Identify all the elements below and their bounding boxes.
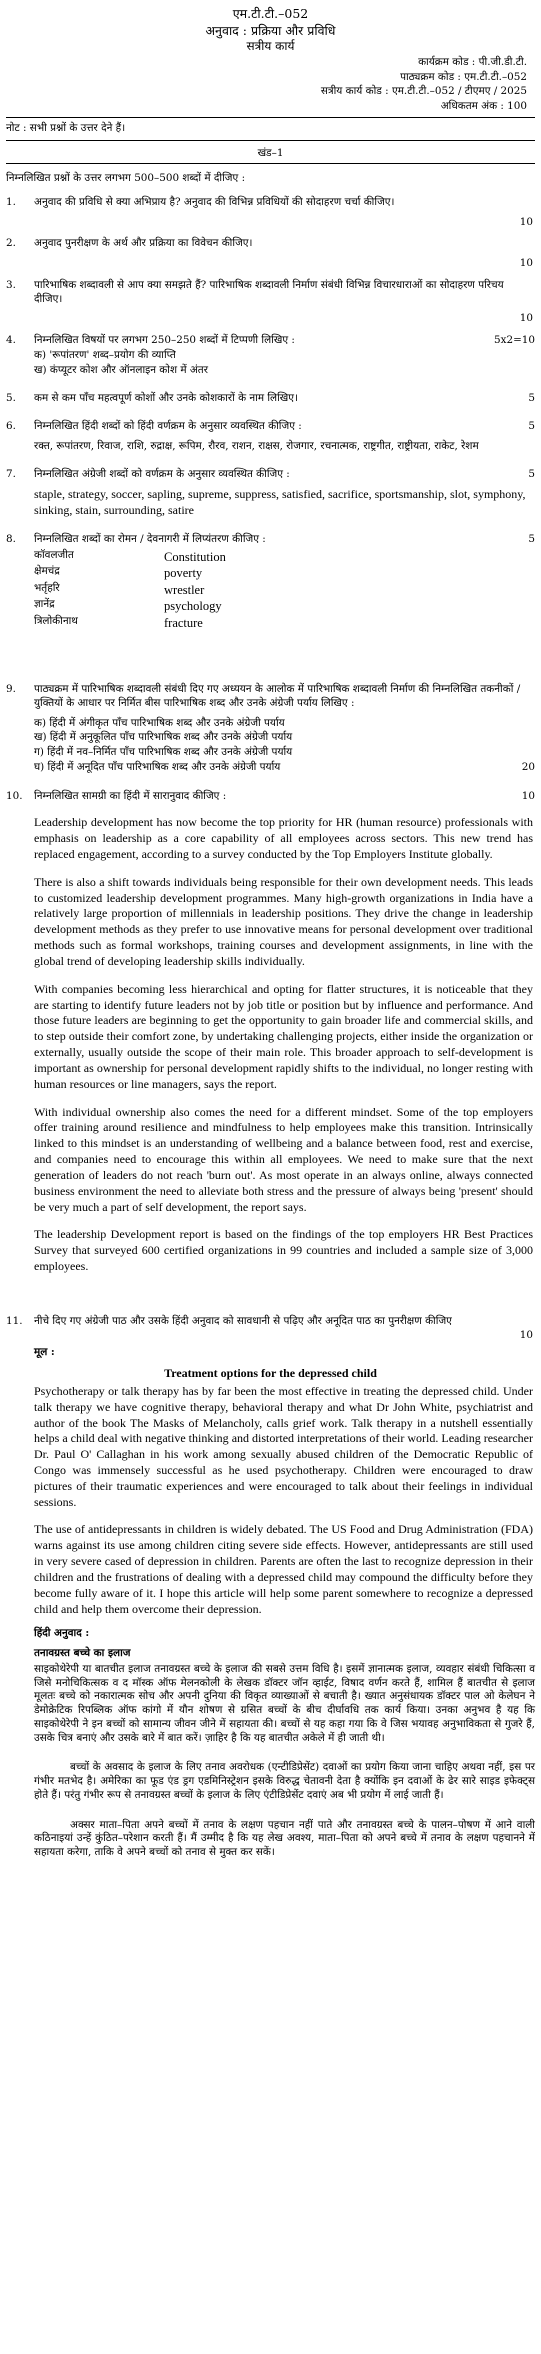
question-number: 3. xyxy=(6,278,16,291)
passage-paragraph: There is also a shift towards individuals being responsible for their own development needs. This leads to customized leadership development programmes. Many high-growth organizations in India have a relatively large proportion of millennials in leadership positions. They drive the change in leadership development methods as they prefer to use innovative means for personal development over traditional methods such as formal workshops, training courses and development assignments, in line with the global trend of developing leadership skills individually. xyxy=(34,874,533,968)
instruction: निम्नलिखित प्रश्नों के उत्तर लगभग 500–500 शब्दों में दीजिए : xyxy=(6,172,246,185)
question-3 xyxy=(6,279,535,326)
question-number: 4. xyxy=(6,334,16,347)
question-number: 1. xyxy=(6,195,16,208)
hindi-paragraph: साइकोथेरेपी या बातचीत इलाज तनावग्रस्त बच्चे के इलाज की सबसे उत्तम विधि है। इसमें ज्ञानात्मक इलाज, व्यवहार संबंधी चिकित्सा व जिसे मनोचिकित्सक व द मॉस्क ऑफ मेलनकोली के लेखक डॉक्टर जॉन व्हाईट, विषाद वर्णन करते हैं, शामिल हैं बातचीत से इलाज मूलतः बच्चे को नकारात्मक सोच और अपनी दुनिया की विकृत व्याख्याओं से बचाती है। ख्यात अनुसंधायक डॉक्टर पाल ओ केलेघन ने डेमोक्रेटिक रिपब्लिक ऑफ कांगो में यौन शोषण से ग्रसित बच्चों के बीच दीर्घावधि तक कार्य किया। उनका अनुभव है यह कि साइकोथेरेपी ने इन बच्चों को सामान्य जीवन जीने में सहायता की। बच्चों से यह कहा गया कि वे जिस भयावह अनुभाविकता से गुजरे हैं, उसके चित्र बनाएं और उसके बारे में बात करें। ज़ाहिर है कि यह बातचीत अकेले में ही जाती थी। xyxy=(34,1662,535,1744)
word-list: रक्त, रूपांतरण, रिवाज, राशि, रुद्राक्ष, रूपिम, रौरव, राशन, राक्षस, रोजगार, रचनात्मक, राष्ट्रगीत, राष्ट्रीयता, राकेट, रेशम xyxy=(34,439,479,452)
passage-paragraph: With companies becoming less hierarchical and opting for flatter structures, it is noticeable that they are starting to identify future leaders not by job title or position but by influence and performance. And those future leaders are beginning to get the opportunity to gain broader life and commercial skills, and to step outside their comfort zone, by undertaking challenging projects, either inside the organization or externally, usually outside the scope of their main role. This broader approach to self-development is important as ownership for personal development rapidly shifts to the individual, no longer resting with human resources or line managers, says the report. xyxy=(34,981,533,1091)
sub-item: 20 घ) हिंदी में अनूदित पाँच पारिभाषिक शब्द और उनके अंग्रेजी पर्याय xyxy=(34,760,535,773)
sub-item: क) 'रूपांतरण' शब्द–प्रयोग की व्याप्ति xyxy=(34,348,176,361)
sub-item: ख) हिंदी में अनुकूलित पाँच पारिभाषिक शब्द और उनके अंग्रेजी पर्याय xyxy=(34,731,293,744)
question-7 xyxy=(6,468,535,519)
transliteration-row: त्रिलोकीनाथ fracture xyxy=(34,614,203,630)
divider xyxy=(6,163,535,164)
original-paragraph: The use of antidepressants in children is widely debated. The US Food and Drug Administration (FDA) warns against its use among children citing severe side effects. However, antidepressants are still used in very severe cased of depression in children. Parents are often the last to recognize depression in their children and the frustrations of dealing with a depressed child may compound the difficulty before they become fully aware of it. I hope this article will help some parent somewhere to recognize a depressed child and help them overcome their depression. xyxy=(34,1522,533,1616)
passage-paragraph: With individual ownership also comes the need for a different mindset. Some of the top employers offer training around resilience and mindfulness to help employees make this transition. Intrinsically linked to this mindset is an understanding of wellbeing and a balance between food, rest and exercise, and companies need to encourage this within all employees. We need to make sure that the next generation of leaders do not reach 'burn out'. As most operate in an always online, always connected business environment the need to alleviate both stress and the pressure of always being 'present' should be very much a part of self development, the report says. xyxy=(34,1104,533,1214)
question-4 xyxy=(6,334,535,378)
hindi-paragraph: बच्चों के अवसाद के इलाज के लिए तनाव अवरोधक (एन्टीडिप्रेसेंट) दवाओं का प्रयोग किया जाना चाहिए अथवा नहीं, इस पर गंभीर मतभेद है। अमेरिका का फूड एंड ड्रग एडमिनिस्ट्रेशन इसके विरुद्ध चेतावनी देता है क्योंकि इन दवाओं के ढेर सारे साइड इफेक्ट्स होते हैं। परंतु गंभीर रूप से तनावग्रस्त बच्चों के इलाज के लिए एंटीडिप्रेसेंट दवाएं अब भी प्रयोग में लाई जाती हैं। xyxy=(34,1761,535,1801)
question-10 xyxy=(6,790,535,804)
question-marks: 10 xyxy=(519,257,533,270)
header xyxy=(6,6,535,55)
question-5 xyxy=(6,392,535,406)
divider xyxy=(6,117,535,118)
question-number: 11. xyxy=(6,1314,23,1327)
question-marks: 20 xyxy=(521,760,535,773)
sub-item: ख) कंप्यूटर कोश और ऑनलाइन कोश में अंतर xyxy=(34,363,208,376)
course-code-title: एम.टी.टी.–052 xyxy=(232,6,309,21)
question-2 xyxy=(6,237,535,270)
question-marks: 10 xyxy=(521,789,535,802)
original-title: Treatment options for the depressed child xyxy=(164,1366,377,1381)
programme-code: कार्यक्रम कोड : पी.जी.डी.टी. xyxy=(418,55,527,68)
question-1 xyxy=(6,196,535,229)
question-text: पारिभाषिक शब्दावली से आप क्या समझते हैं? पारिभाषिक शब्दावली निर्माण संबंधी विभिन्न विचारधाराओं का सोदाहरण परिचय दीजिए। xyxy=(34,278,504,305)
question-8 xyxy=(6,533,535,631)
question-number: 5. xyxy=(6,392,16,405)
question-marks: 10 xyxy=(519,1328,533,1341)
question-number: 2. xyxy=(6,237,16,250)
question-text: अनुवाद पुनरीक्षण के अर्थ और प्रक्रिया का विवेचन कीजिए। xyxy=(34,237,253,250)
assignment-page xyxy=(0,6,541,2354)
question-text: अनुवाद की प्रविधि से क्या अभिप्राय है? अनुवाद की विभिन्न प्रविधियों की सोदाहरण चर्चा कीजिए। xyxy=(34,195,395,208)
question-marks: 5 xyxy=(528,420,535,433)
question-text: नीचे दिए गए अंग्रेजी पाठ और उसके हिंदी अनुवाद को सावधानी से पढ़िए और अनूदित पाठ का पुनरीक्षण कीजिए xyxy=(34,1314,452,1327)
assignment-code: सत्रीय कार्य कोड : एम.टी.टी.–052 / टीएमए / 2025 xyxy=(320,85,527,98)
question-marks: 5 xyxy=(528,532,535,545)
question-number: 10. xyxy=(6,789,23,802)
question-text: पाठ्यक्रम में पारिभाषिक शब्दावली संबंधी दिए गए अध्ययन के आलोक में पारिभाषिक शब्दावली निर्माण की निम्नलिखित तकनीकों / युक्तियों के आधार पर निर्मित बीस पारिभाषिक शब्द और उनके अंग्रेजी पर्याय लिखिए : xyxy=(34,683,521,709)
question-number: 6. xyxy=(6,420,16,433)
question-marks: 10 xyxy=(519,215,533,228)
question-11 xyxy=(6,1315,535,1342)
question-9 xyxy=(6,683,535,775)
original-paragraph: Psychotherapy or talk therapy has by far been the most effective in treating the depressed child. Under talk therapy we have cognitive therapy, behavioral therapy and what Dr John White, psychiatrist and author of the book The Masks of Melancholy, calls grief work. Talk therapy in a nutshell essentially helps a child deal with negative thinking and distorted interpretations of their world. Leading researcher Dr. Paul O' Callaghan in his work among sexually abused children of the Democratic Republic of Congo was immensely successful as he used psychotherapy. Children were encouraged to draw pictures of their traumatic experiences and were encouraged to talk about their feelings in individual sessions. xyxy=(34,1383,533,1509)
divider xyxy=(6,140,535,141)
word-list: staple, strategy, soccer, sapling, supreme, suppress, satisfied, sacrifice, sportsmanship, slot, symphony, sinking, stain, surrounding, satire xyxy=(34,487,526,518)
question-text: निम्नलिखित विषयों पर लगभग 250–250 शब्दों में टिप्पणी लिखिए : xyxy=(34,334,295,347)
hindi-label: हिंदी अनुवाद : xyxy=(34,1627,90,1640)
assignment-meta xyxy=(6,56,535,114)
course-title: अनुवाद : प्रक्रिया और प्रविधि xyxy=(205,22,336,38)
transliteration-row: भर्तृहरि wrestler xyxy=(34,581,205,597)
transliteration-row: क्षेमचंद्र poverty xyxy=(34,565,203,581)
section-title: खंड–1 xyxy=(257,146,284,159)
question-marks: 5x2=10 xyxy=(493,334,535,347)
passage-paragraph: Leadership development has now become the top priority for HR (human resource) professionals with emphasis on leadership as a core capability of all employees across sectors. This new trend has replaced engagement, according to a survey conducted by the Top Employers Institute globally. xyxy=(34,815,533,861)
sub-item: क) हिंदी में अंगीकृत पाँच पारिभाषिक शब्द और उनके अंग्रेजी पर्याय xyxy=(34,716,285,729)
question-text: निम्नलिखित अंग्रेजी शब्दों को वर्णक्रम के अनुसार व्यवस्थित कीजिए : xyxy=(34,467,290,480)
transliteration-row: ज्ञानेंद्र psychology xyxy=(34,598,222,614)
question-marks: 10 xyxy=(519,312,533,325)
question-text: कम से कम पाँच महत्वपूर्ण कोशों और उनके कोशकारों के नाम लिखिए। xyxy=(34,392,298,405)
question-text: निम्नलिखित हिंदी शब्दों को हिंदी वर्णक्रम के अनुसार व्यवस्थित कीजिए : xyxy=(34,420,302,433)
question-text: निम्नलिखित सामग्री का हिंदी में सारानुवाद कीजिए : xyxy=(34,789,227,802)
question-number: 8. xyxy=(6,532,16,545)
hindi-title: तनावग्रस्त बच्चे का इलाज xyxy=(34,1647,131,1660)
note: नोट : सभी प्रश्नों के उत्तर देने हैं। xyxy=(6,121,126,134)
question-marks: 5 xyxy=(528,392,535,405)
passage-paragraph: The leadership Development report is based on the findings of the top employers HR Best Practices Survey that surveyed 600 certified organizations in 99 countries and included a sample size of 3,000 employees. xyxy=(34,1227,533,1273)
sub-item: ग) हिंदी में नव–निर्मित पाँच पारिभाषिक शब्द और उनके अंग्रेजी पर्याय xyxy=(34,746,293,759)
question-marks: 5 xyxy=(528,467,535,480)
question-text: निम्नलिखित शब्दों का रोमन / देवनागरी में लिप्यंतरण कीजिए : xyxy=(34,532,266,545)
hindi-paragraph: अक्सर माता–पिता अपने बच्चों में तनाव के लक्षण पहचान नहीं पाते और तनावग्रस्त बच्चे के पालन–पोषण में आने वाली कठिनाइयां उन्हें कुंठित–परेशान करती हैं। मैं उम्मीद है कि यह लेख अवश्य, माता–पिता को अपने बच्चे में तनाव के लक्षण पहचानने में सहायता करेगा, ताकि वे अपने बच्चों को तनाव से मुक्त कर सकें। xyxy=(34,1818,535,1858)
question-6 xyxy=(6,420,535,453)
original-label: मूल : xyxy=(34,1346,55,1359)
question-number: 9. xyxy=(6,683,16,696)
assignment-title: सत्रीय कार्य xyxy=(246,39,295,53)
transliteration-row: कॉवलजीत Constitution xyxy=(34,548,226,564)
question-number: 7. xyxy=(6,467,16,480)
max-marks: अधिकतम अंक : 100 xyxy=(440,100,527,113)
course-code: पाठ्यक्रम कोड : एम.टी.टी.–052 xyxy=(400,70,527,83)
